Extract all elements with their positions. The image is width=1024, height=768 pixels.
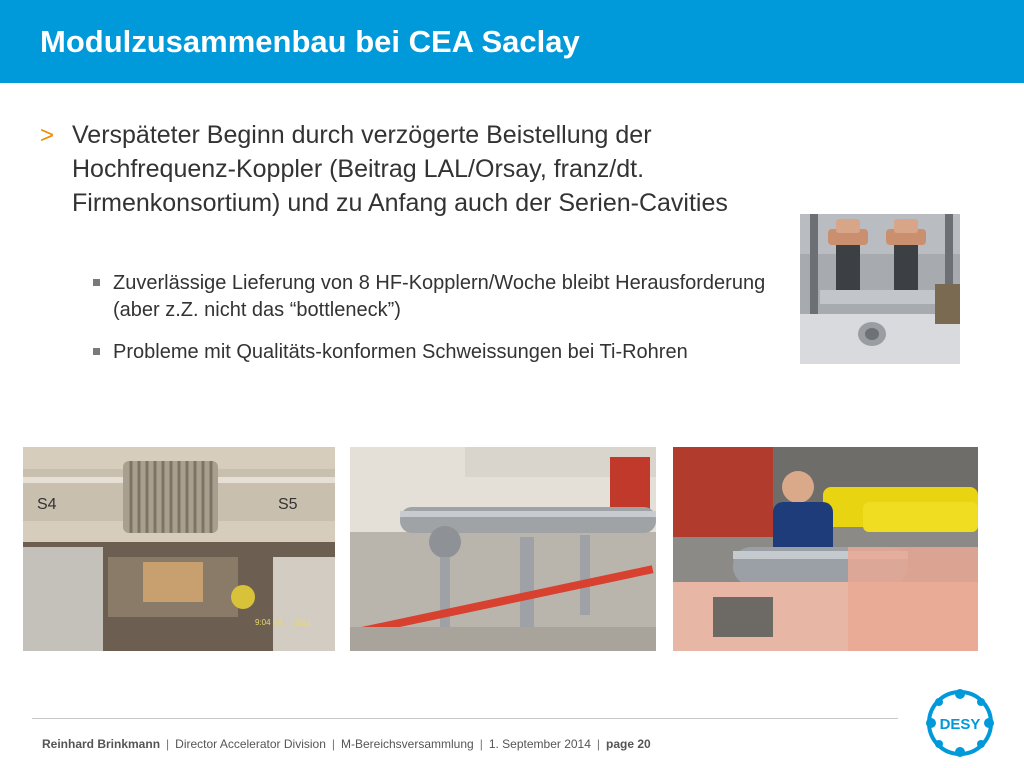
svg-text:9:04 24 ... 2013: 9:04 24 ... 2013	[255, 618, 311, 627]
slide-title: Modulzusammenbau bei CEA Saclay	[40, 24, 580, 59]
footer-page-number: page 20	[606, 737, 651, 751]
logo-text: DESY	[939, 716, 981, 733]
footer	[42, 737, 651, 751]
module-string-photo	[350, 447, 656, 651]
footer-separator: |	[166, 737, 170, 751]
footer-divider	[32, 718, 898, 719]
main-bullet-text: Verspäteter Beginn durch verzögerte Beistellung der Hochfrequenz-Koppler (Beitrag LAL/Orsay, franz/dt. Firmenkonsortium) und zu Anfang auch der Serien-Cavities	[72, 121, 728, 217]
desy-logo	[924, 688, 996, 758]
footer-event: M-Bereichsversammlung	[341, 737, 474, 751]
svg-text:S4: S4	[37, 496, 57, 513]
footer-separator: |	[479, 737, 483, 751]
square-bullet-icon	[93, 279, 100, 286]
bellows-weld-photo	[23, 447, 335, 651]
sub-bullet	[93, 270, 773, 324]
technician-assembly-photo	[673, 447, 978, 651]
footer-author: Reinhard Brinkmann	[42, 737, 161, 751]
footer-separator: |	[596, 737, 601, 751]
svg-text:S5: S5	[278, 496, 298, 513]
sub-bullet-text: Probleme mit Qualitäts-konformen Schweissungen bei Ti-Rohren	[113, 341, 688, 363]
sub-bullet	[93, 339, 773, 366]
bullet-marker: >	[40, 122, 55, 149]
footer-role: Director Accelerator Division	[175, 737, 326, 751]
main-bullet	[40, 118, 760, 220]
square-bullet-icon	[93, 348, 100, 355]
coupler-assembly-photo	[800, 214, 960, 364]
header-bar	[0, 0, 1024, 83]
footer-date: 1. September 2014	[488, 737, 591, 751]
footer-separator: |	[331, 737, 335, 751]
sub-bullet-text: Zuverlässige Lieferung von 8 HF-Kopplern/Woche bleibt Herausforderung (aber z.Z. nicht das “bottleneck”)	[113, 272, 766, 321]
